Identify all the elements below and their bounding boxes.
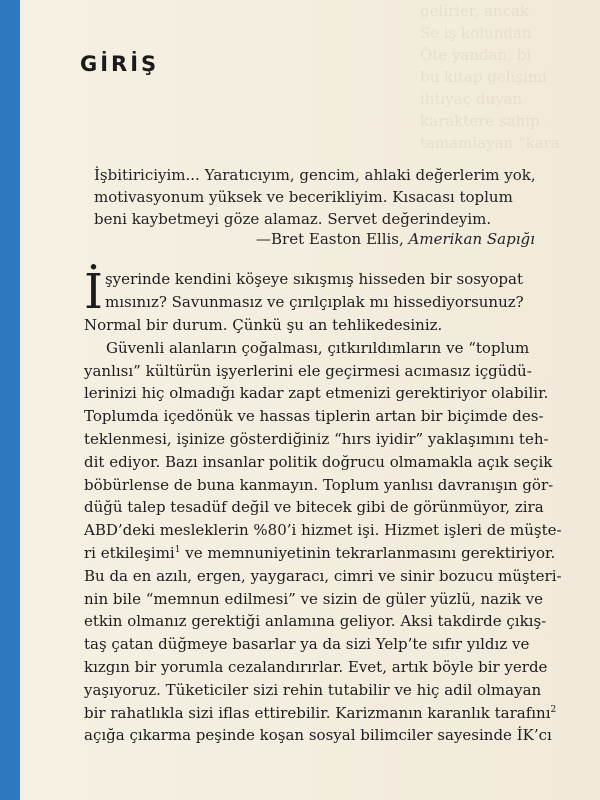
body-line: taş çatan düğmeye basarlar ya da sizi Yelp’te sıfır yıldız ve bbox=[84, 635, 530, 654]
body-line: etkin olmanız gerektiği anlamına geliyor. Aksi takdirde çıkış- bbox=[84, 612, 547, 631]
epigraph-line: İşbitiriciyim... Yaratıcıyım, gencim, ahlaki değerlerim yok, bbox=[94, 166, 536, 184]
body-line-segment: bir rahatlıkla sizi iflas ettirebilir. Karizmanın karanlık tarafını bbox=[84, 703, 551, 722]
epigraph bbox=[94, 164, 544, 230]
epigraph-line: motivasyonum yüksek ve becerikliyim. Kısacası toplum bbox=[94, 188, 513, 206]
body-line: yanlısı” kültürün işyerlerini ele geçirmesi acımasız içgüdü- bbox=[84, 361, 532, 380]
body-line: nin bile “memnun edilmesi” ve sizin de güler yüzlü, nazik ve bbox=[84, 589, 543, 608]
bleed-line: gelirler, ancak bbox=[420, 2, 530, 20]
bleed-line: tamamlayan “kara bbox=[420, 134, 560, 152]
bleed-line: bu kitap gelişimi bbox=[420, 68, 547, 86]
body-line: düğü talep tesadüf değil ve bitecek gibi de görünmüyor, zira bbox=[84, 498, 544, 517]
bleed-line: Se iş kolundan bbox=[420, 24, 532, 42]
epigraph-author: —Bret Easton Ellis, bbox=[256, 230, 409, 248]
body-line: mısınız? Savunmasız ve çırılçıplak mı hissediyorsunuz? bbox=[104, 292, 524, 311]
chapter-heading: GİRİŞ bbox=[80, 52, 160, 76]
body-line: açığa çıkarma peşinde koşan sosyal bilimciler sayesinde İK’cı bbox=[84, 726, 552, 745]
book-page bbox=[20, 0, 600, 800]
body-line-segment: ri etkileşimi bbox=[84, 543, 175, 562]
body-line: teklenmesi, işinize gösterdiğiniz “hırs iyidir” yaklaşımını teh- bbox=[84, 429, 549, 448]
body-line bbox=[84, 542, 554, 565]
body-line: şyerinde kendini köşeye sıkışmış hisseden bir sosyopat bbox=[104, 270, 524, 288]
body-line: dit ediyor. Bazı insanlar politik doğrucu olmamakla açık seçik bbox=[84, 452, 553, 471]
body-line: Normal bir durum. Çünkü şu an tehlikedesiniz. bbox=[84, 316, 443, 334]
paragraph-start-line: Güvenli alanların çoğalması, çıtkırıldımların ve “toplum bbox=[106, 338, 530, 357]
bleed-line: karaktere sahip bbox=[420, 112, 540, 130]
bleed-line: ihtiyaç duyan bbox=[420, 90, 523, 108]
bleed-line: Öte yandan, bi bbox=[420, 46, 532, 64]
body-line: yaşıyoruz. Tüketiciler sizi rehin tutabilir ve hiç adil olmayan bbox=[84, 680, 542, 699]
body-line: Bu da en azılı, ergen, yaygaracı, cimri ve sinir bozucu müşteri- bbox=[84, 566, 562, 585]
body-line-segment: ve memnuniyetinin tekrarlanmasını gerektiriyor. bbox=[180, 543, 556, 562]
footnote-ref: 1 bbox=[174, 544, 181, 555]
drop-cap: İ bbox=[84, 264, 103, 320]
body-line: Toplumda içedönük ve hassas tiplerin artan bir biçimde des- bbox=[84, 407, 544, 426]
body-text bbox=[84, 264, 562, 747]
footnote-ref: 2 bbox=[550, 704, 557, 715]
epigraph-work-title: Amerikan Sapığı bbox=[408, 230, 535, 248]
epigraph-attribution bbox=[256, 230, 535, 248]
body-line: böbürlense de buna kanmayın. Toplum yanlısı davranışın gör- bbox=[84, 475, 554, 494]
epigraph-line: beni kaybetmeyi göze alamaz. Servet değerindeyim. bbox=[94, 210, 492, 228]
body-line: lerinizi hiç olmadığı kadar zapt etmenizi gerektiriyor olabilir. bbox=[84, 384, 549, 403]
body-line: kızgın bir yorumla cezalandırırlar. Evet, artık böyle bir yerde bbox=[84, 657, 548, 676]
body-line: ABD’deki mesleklerin %80’i hizmet işi. Hizmet işleri de müşte- bbox=[84, 521, 562, 540]
body-line bbox=[84, 702, 557, 725]
